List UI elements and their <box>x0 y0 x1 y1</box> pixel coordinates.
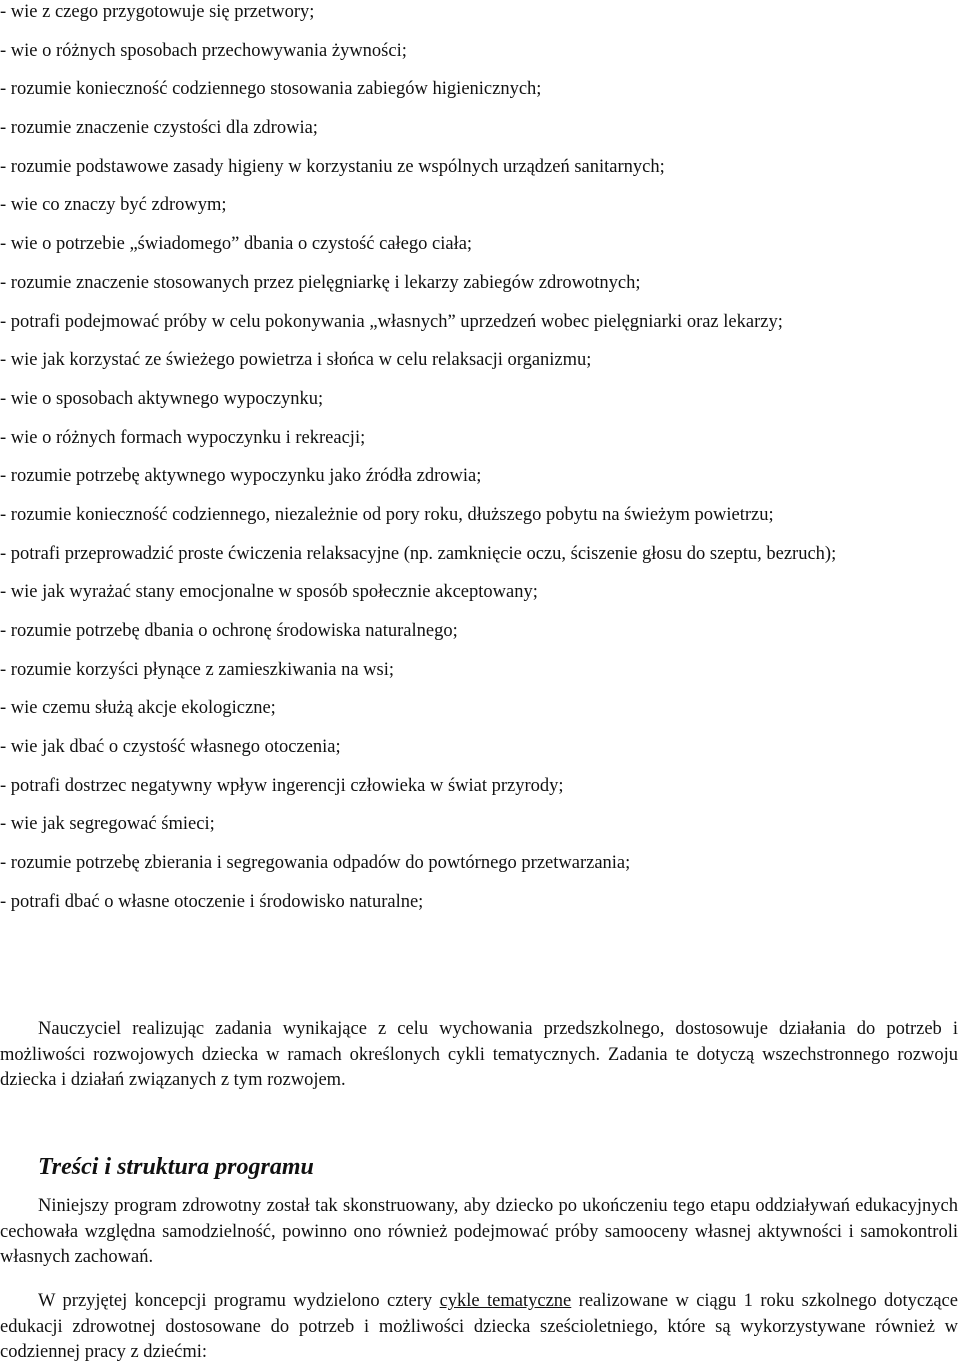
list-item: - wie o potrzebie „świadomego” dbania o czystość całego ciała; <box>0 234 473 255</box>
list-item: - potrafi podejmować próby w celu pokonywania „własnych” uprzedzeń wobec pielęgniarki oraz lekarzy; <box>0 311 783 332</box>
list-item: - rozumie znaczenie stosowanych przez pielęgniarkę i lekarzy zabiegów zdrowotnych; <box>0 272 641 293</box>
list-item: - rozumie podstawowe zasady higieny w korzystaniu ze wspólnych urządzeń sanitarnych; <box>0 156 665 177</box>
list-item: - wie co znaczy być zdrowym; <box>0 195 227 216</box>
list-item: - potrafi dbać o własne otoczenie i środowisko naturalne; <box>0 891 424 912</box>
list-item: - potrafi przeprowadzić proste ćwiczenia relaksacyjne (np. zamknięcie oczu, ściszenie głosu do szeptu, bezruch); <box>0 543 837 564</box>
list-item: - rozumie potrzebę zbierania i segregowania odpadów do powtórnego przetwarzania; <box>0 853 631 874</box>
concept-text-start: W przyjętej koncepcji programu wydzielono cztery <box>38 1291 440 1311</box>
list-item: - rozumie konieczność codziennego, niezależnie od pory roku, dłuższego pobytu na świeżym powietrzu; <box>0 504 774 525</box>
list-item: - wie jak segregować śmieci; <box>0 814 215 835</box>
list-item: - wie czemu służą akcje ekologiczne; <box>0 698 276 719</box>
list-item: - rozumie konieczność codziennego stosowania zabiegów higienicznych; <box>0 79 542 100</box>
list-item: - rozumie potrzebę dbania o ochronę środowiska naturalnego; <box>0 621 458 641</box>
list-item: - wie z czego przygotowuje się przetwory; <box>0 2 315 22</box>
list-item: - wie jak korzystać ze świeżego powietrza i słońca w celu relaksacji organizmu; <box>0 350 592 371</box>
concept-paragraph <box>0 1289 958 1366</box>
list-item: - rozumie znaczenie czystości dla zdrowia; <box>0 118 318 139</box>
teacher-paragraph: Nauczyciel realizując zadania wynikające z celu wychowania przedszkolnego, dostosowuje działania do potrzeb i możliwości rozwojowych dziecka w ramach określonych cykli tematycznych. Zadania te dotyczą wszechstronnego rozwoju dziecka i działań związanych z tym rozwojem. <box>0 1019 958 1090</box>
list-item: - wie jak dbać o czystość własnego otoczenia; <box>0 737 341 758</box>
list-item: - rozumie potrzebę aktywnego wypoczynku jako źródła zdrowia; <box>0 466 482 487</box>
list-item: - rozumie korzyści płynące z zamieszkiwania na wsi; <box>0 659 394 680</box>
list-item: - wie jak wyrażać stany emocjonalne w sposób społecznie akceptowany; <box>0 582 538 603</box>
program-paragraph: Niniejszy program zdrowotny został tak skonstruowany, aby dziecko po ukończeniu tego etapu oddziaływań edukacyjnych cechowała względna samodzielność, powinno ono również podejmować próby samooceny własnej aktywności i samokontroli własnych zachowań. <box>0 1196 958 1267</box>
list-item: - wie o różnych formach wypoczynku i rekreacji; <box>0 427 366 448</box>
list-item: - potrafi dostrzec negatywny wpływ ingerencji człowieka w świat przyrody; <box>0 775 564 796</box>
concept-text-end: realizowane w ciągu 1 roku szkolnego dotyczące edukacji zdrowotnej dostosowane do potrzeb i możliwości dziecka sześcioletniego, które są wykorzystywane również w codziennej pracy z dziećmi: <box>0 1291 958 1362</box>
list-item: - wie o sposobach aktywnego wypoczynku; <box>0 388 324 409</box>
section-heading: Treści i struktura programu <box>38 1154 314 1180</box>
thematic-cycles-term: cykle tematyczne <box>439 1291 572 1311</box>
list-item: - wie o różnych sposobach przechowywania żywności; <box>0 40 407 61</box>
